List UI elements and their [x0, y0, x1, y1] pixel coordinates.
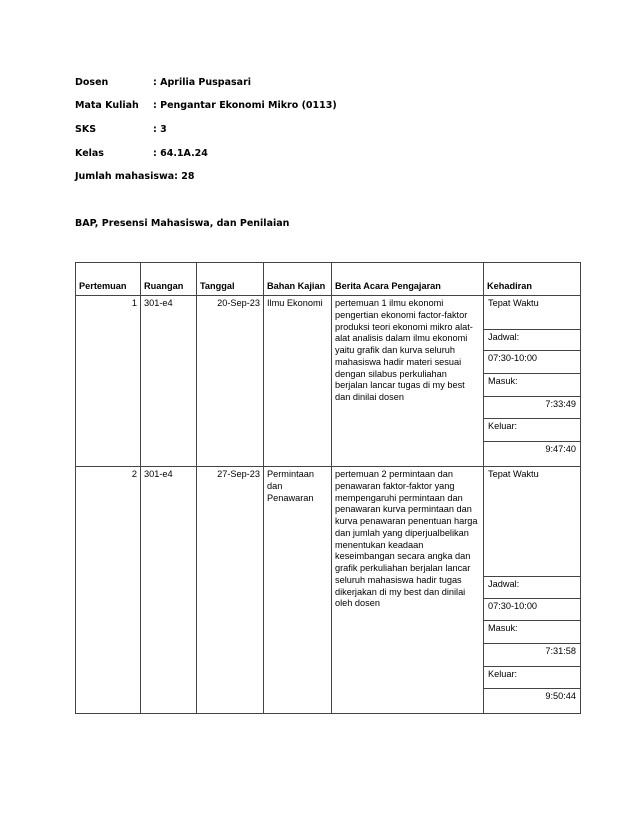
- jadwal-label: Jadwal:: [484, 577, 580, 599]
- attendance-block: [484, 467, 580, 713]
- attendance-status: Tepat Waktu: [484, 467, 580, 577]
- table-row: [76, 467, 581, 714]
- header-kehadiran: Kehadiran: [484, 263, 581, 296]
- cell-bahan-kajian: Permintaan dan Penawaran: [264, 467, 332, 714]
- keluar-value: 9:50:44: [545, 691, 576, 701]
- cell-tanggal: 27-Sep-23: [197, 467, 264, 714]
- keluar-value: 9:47:40: [545, 444, 576, 454]
- masuk-label: Masuk:: [484, 621, 580, 644]
- bap-table: [75, 262, 581, 714]
- masuk-value: 7:31:58: [484, 644, 580, 667]
- kelas-label: Kelas: [75, 148, 104, 159]
- info-sks: [75, 124, 167, 135]
- cell-pertemuan: 2: [76, 467, 141, 714]
- masuk-label: Masuk:: [484, 374, 580, 397]
- mata-kuliah-value: : Pengantar Ekonomi Mikro (0113): [153, 100, 337, 111]
- table-row: [76, 296, 581, 467]
- keluar-label: Keluar:: [484, 419, 580, 442]
- info-kelas: [75, 148, 208, 159]
- cell-kehadiran: [484, 296, 581, 467]
- sks-value: : 3: [153, 124, 167, 135]
- jadwal-value: 07:30-10:00: [484, 599, 580, 621]
- sks-label: SKS: [75, 124, 97, 135]
- cell-pertemuan: 1: [76, 296, 141, 467]
- jadwal-value: 07:30-10:00: [484, 351, 580, 374]
- info-mata-kuliah: [75, 100, 337, 111]
- header-ruangan: Ruangan: [141, 263, 197, 296]
- keluar-label: Keluar:: [484, 667, 580, 689]
- header-pertemuan: Pertemuan: [76, 263, 141, 296]
- kelas-value: : 64.1A.24: [153, 148, 208, 159]
- cell-berita-acara: pertemuan 2 permintaan dan penawaran faktor-faktor yang mempengaruhi permintaan dan penawaran kurva permintaan dan kurva penawaran penentuan harga dan jumlah yang diperjualbelikan menentukan keadaan keseimbangan secara angka dan grafik perkuliahan berjalan lancar seluruh mahasiswa hadir tugas dikerjakan di my best dan dinilai oleh dosen: [332, 467, 484, 714]
- info-dosen: [75, 77, 251, 88]
- jadwal-label: Jadwal:: [484, 330, 580, 351]
- header-bahan-kajian: Bahan Kajian: [264, 263, 332, 296]
- mata-kuliah-label: Mata Kuliah: [75, 100, 139, 111]
- dosen-value: : Aprilia Puspasari: [153, 77, 252, 88]
- cell-tanggal: 20-Sep-23: [197, 296, 264, 467]
- cell-bahan-kajian: Ilmu Ekonomi: [264, 296, 332, 467]
- table-header-row: [76, 263, 581, 296]
- attendance-block: [484, 296, 580, 466]
- masuk-value: 7:33:49: [484, 397, 580, 419]
- header-berita-acara: Berita Acara Pengajaran: [332, 263, 484, 296]
- section-title: BAP, Presensi Mahasiswa, dan Penilaian: [75, 218, 290, 229]
- cell-ruangan: 301-e4: [141, 467, 197, 714]
- info-jumlah-mahasiswa: Jumlah mahasiswa: 28: [75, 171, 195, 182]
- cell-kehadiran: [484, 467, 581, 714]
- dosen-label: Dosen: [75, 77, 109, 88]
- attendance-status: Tepat Waktu: [484, 296, 580, 330]
- cell-ruangan: 301-e4: [141, 296, 197, 467]
- cell-berita-acara: pertemuan 1 ilmu ekonomi pengertian ekonomi factor-faktor produksi teori ekonomi mikro alat-alat analisis dalam ilmu ekonomi yaitu grafik dan kurva seluruh mahasiswa hadir materi sesuai dengan silabus perkuliahan berjalan lancar tugas di my best dan dinilai dosen: [332, 296, 484, 467]
- header-tanggal: Tanggal: [197, 263, 264, 296]
